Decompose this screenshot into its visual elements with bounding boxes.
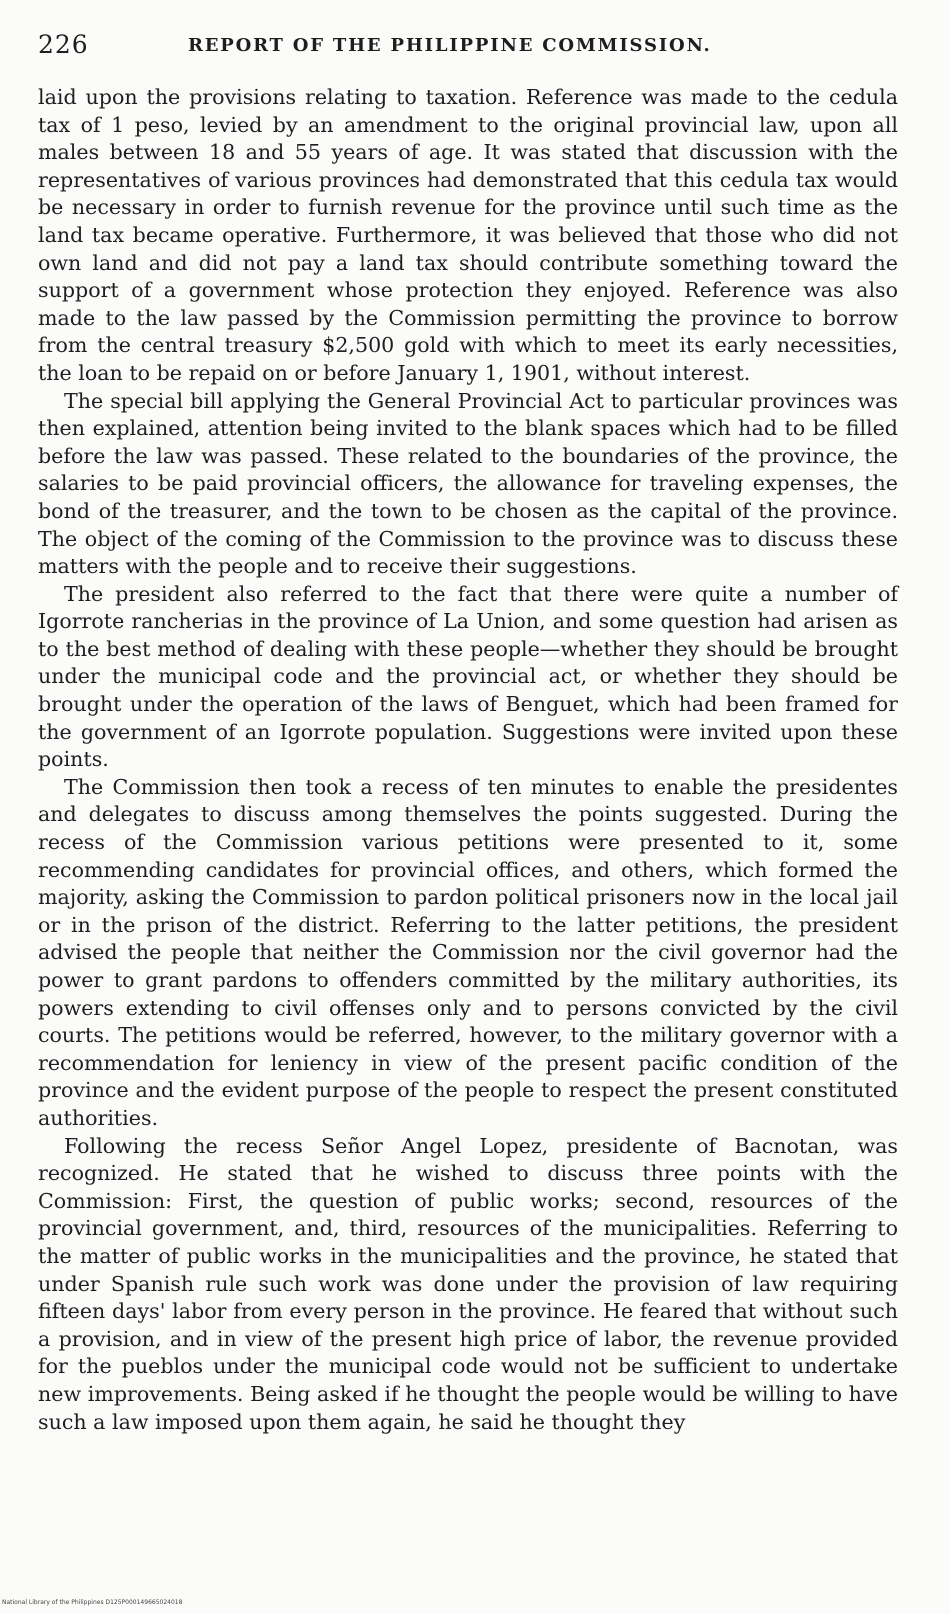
- paragraph: The Commission then took a recess of ten minutes to enable the presidentes and delegates to discuss among themselves the points suggested. During the recess of the Commission various petitions were presented to it, some recommending candidates for provincial offices, and others, which formed the majority, asking the Commission to pardon political prisoners now in the local jail or in the prison of the district. Referring to the latter petitions, the president advised the people that neither the Commission nor the civil governor had the power to grant pardons to offenders committed by the military authorities, its powers extending to civil offenses only and to persons convicted by the civil courts. The petitions would be referred, however, to the military governor with a recommendation for leniency in view of the present pacific condition of the province and the evident purpose of the people to respect the present constituted authorities.: [38, 774, 898, 1130]
- body-text: [38, 84, 898, 1436]
- page-number: 226: [38, 30, 89, 59]
- running-head: REPORT OF THE PHILIPPINE COMMISSION.: [188, 35, 712, 56]
- page-header: [38, 30, 898, 60]
- paragraph: The special bill applying the General Provincial Act to particular provinces was then explained, attention being invited to the blank spaces which had to be filled before the law was passed. These related to the boundaries of the province, the salaries to be paid provincial officers, the allowance for traveling expenses, the bond of the treasurer, and the town to be chosen as the capital of the province. The object of the coming of the Commission to the province was to discuss these matters with the people and to receive their suggestions.: [38, 388, 898, 579]
- paragraph: laid upon the provisions relating to taxation. Reference was made to the cedula tax of 1 peso, levied by an amendment to the original provincial law, upon all males between 18 and 55 years of age. It was stated that discussion with the representatives of various provinces had demonstrated that this cedula tax would be necessary in order to furnish revenue for the province until such time as the land tax became operative. Furthermore, it was believed that those who did not own land and did not pay a land tax should contribute something toward the support of a government whose protection they enjoyed. Reference was also made to the law passed by the Commission permitting the province to borrow from the central treasury $2,500 gold with which to meet its early necessities, the loan to be repaid on or before January 1, 1901, without interest.: [38, 85, 898, 385]
- paragraph: The president also referred to the fact that there were quite a number of Igorrote rancherias in the province of La Union, and some question had arisen as to the best method of dealing with these people—whether they should be brought under the municipal code and the provincial act, or whether they should be brought under the operation of the laws of Benguet, which had been framed for the government of an Igorrote population. Suggestions were invited upon these points.: [38, 581, 898, 772]
- scan-footer: National Library of the Philippines D125P000149665024018: [2, 1599, 183, 1606]
- paragraph: Following the recess Señor Angel Lopez, presidente of Bacnotan, was recognized. He stated that he wished to discuss three points with the Commission: First, the question of public works; second, resources of the provincial government, and, third, resources of the municipalities. Referring to the matter of public works in the municipalities and the province, he stated that under Spanish rule such work was done under the provision of law requiring fifteen days' labor from every person in the province. He feared that without such a provision, and in view of the present high price of labor, the revenue provided for the pueblos under the municipal code would not be sufficient to undertake new improvements. Being asked if he thought the people would be willing to have such a law imposed upon them again, he said he thought they: [38, 1133, 898, 1434]
